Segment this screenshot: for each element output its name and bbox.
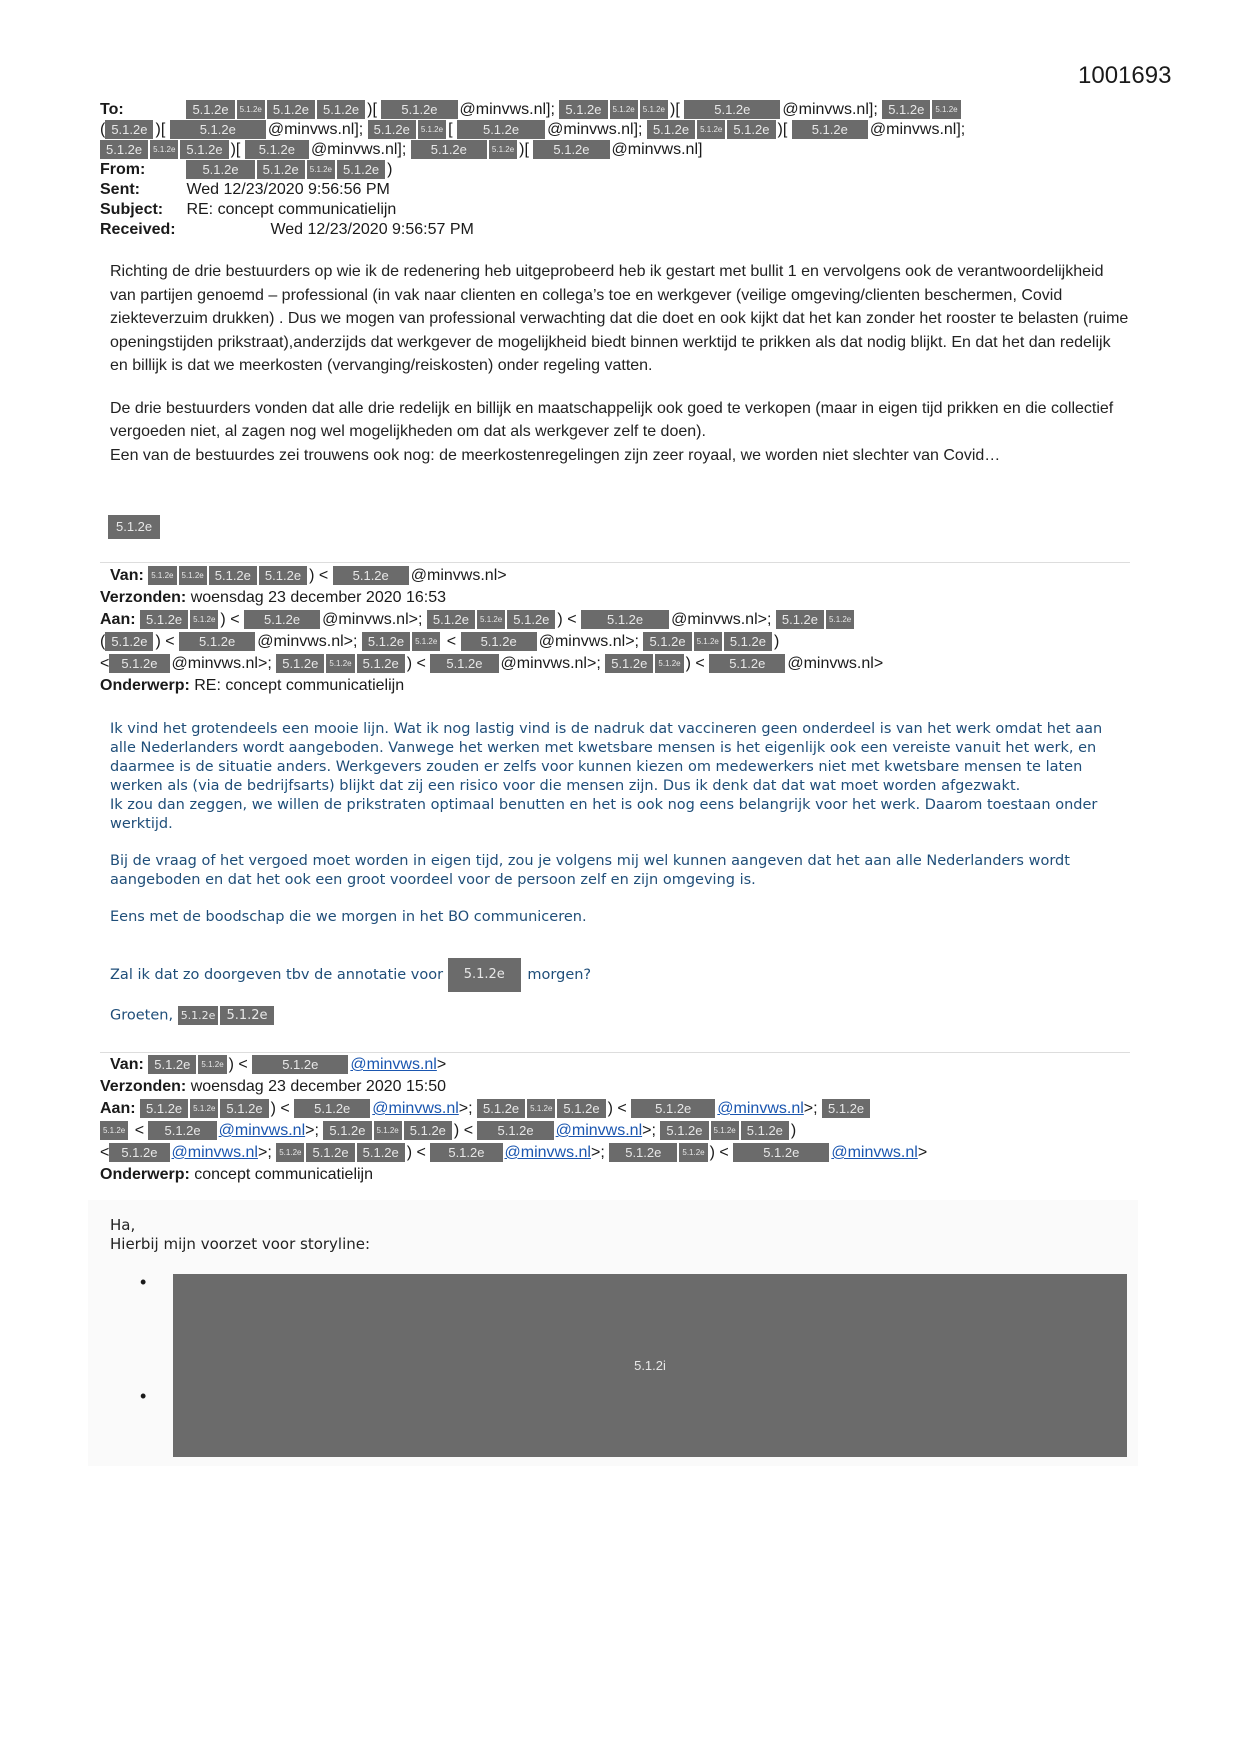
redaction: 5.1.2e — [306, 1143, 354, 1162]
redaction: 5.1.2e — [267, 100, 315, 119]
m2-paragraph: Ik vind het grotendeels een mooie lijn. Wat ik nog lastig vind is de nadruk dat vaccineren geen onderdeel is van het werk omdat het aan alle Nederlanders wordt aangeboden. Vanwege het werken met kwetsbare mensen is het eigenlijk ook een vereiste vanuit het werk, en daarmee is de situatie anders. Werkgevers zouden er zelfs voor kunnen kiezen om medewerkers niet met kwetsbare mensen te laten werken als (via de bedrijfsarts) blijkt dat zij een risico voor die mensen zijn. Dus ik denk dat dat wat moet worden afgezwakt. — [110, 721, 1103, 794]
email-domain: @minvws.nl> — [500, 655, 597, 672]
m3-onderwerp-label: Onderwerp: — [100, 1166, 190, 1183]
email-link[interactable]: @minvws.nl — [218, 1122, 306, 1139]
redaction: 5.1.2e — [368, 120, 416, 139]
email-domain: @minvws.nl] — [782, 101, 874, 118]
m3-aan-line-3: < 5.1.2e @minvws.nl>; 5.1.2e 5.1.2e 5.1.2e ) < 5.1.2e @minvws.nl>; 5.1.2e 5.1.2e ) < 5.1.2e @minvws.nl> — [100, 1144, 928, 1161]
redaction: 5.1.2e — [418, 120, 446, 139]
redaction: 5.1.2e — [697, 120, 725, 139]
received-value: Wed 12/23/2020 9:56:57 PM — [270, 221, 474, 238]
redaction: 5.1.2e — [684, 100, 780, 119]
email-domain: @minvws.nl] — [459, 101, 551, 118]
email-domain: @minvws.nl] — [310, 141, 402, 158]
redaction: 5.1.2e — [733, 1143, 829, 1162]
m2-paragraph: Zal ik dat zo doorgeven tbv de annotatie voor — [110, 967, 444, 983]
redaction: 5.1.2e — [180, 140, 228, 159]
email-link[interactable]: @minvws.nl — [350, 1056, 437, 1073]
redaction: 5.1.2e — [109, 654, 169, 673]
redaction: 5.1.2e — [581, 610, 669, 629]
m2-onderwerp-label: Onderwerp: — [100, 677, 190, 694]
redaction: 5.1.2e — [631, 1099, 715, 1118]
redaction: 5.1.2e — [477, 1099, 525, 1118]
redaction: 5.1.2e — [209, 566, 257, 585]
redaction: 5.1.2e — [461, 632, 537, 651]
to-label: To: — [100, 101, 124, 118]
m2-verzonden-value: woensdag 23 december 2020 16:53 — [190, 589, 446, 606]
redaction: 5.1.2e — [643, 632, 691, 651]
email-link[interactable]: @minvws.nl — [831, 1144, 918, 1161]
redaction: 5.1.2e — [148, 1121, 216, 1140]
redaction: 5.1.2e — [381, 100, 457, 119]
email-link[interactable]: @minvws.nl — [504, 1144, 591, 1161]
m3-van-line: Van: 5.1.2e 5.1.2e ) < 5.1.2e @minvws.nl> — [110, 1056, 447, 1073]
redaction: 5.1.2e — [557, 1099, 605, 1118]
email-link[interactable]: @minvws.nl — [171, 1144, 258, 1161]
redaction: 5.1.2e — [457, 120, 545, 139]
redaction: 5.1.2e — [776, 610, 824, 629]
redaction: 5.1.2e — [711, 1121, 739, 1140]
redaction: 5.1.2e — [337, 160, 385, 179]
redaction: 5.1.2e — [709, 654, 785, 673]
m2-paragraph: morgen? — [527, 967, 592, 983]
redaction: 5.1.2e — [477, 1121, 553, 1140]
redaction: 5.1.2e — [108, 515, 160, 539]
redaction: 5.1.2e — [727, 120, 775, 139]
email-domain: @minvws.nl> — [410, 567, 507, 584]
sent-value: Wed 12/23/2020 9:56:56 PM — [186, 181, 390, 198]
redaction: 5.1.2e — [198, 1055, 226, 1074]
redaction: 5.1.2e — [411, 140, 487, 159]
m2-van-label: Van: — [110, 567, 144, 584]
email-link[interactable]: @minvws.nl — [372, 1100, 459, 1117]
email-domain: @minvws.nl> — [671, 611, 767, 628]
redaction: 5.1.2e — [826, 610, 854, 629]
m3-greeting: Ha, — [110, 1216, 136, 1234]
redaction: 5.1.2e — [179, 566, 207, 585]
m2-paragraph: Ik zou dan zeggen, we willen de prikstraten optimaal benutten en het is ook nog eens belangrijk voor het werk. Daarom toestaan onder werktijd. — [110, 797, 1098, 832]
redaction: 5.1.2e — [362, 632, 410, 651]
email-domain: @minvws.nl> — [787, 655, 884, 672]
redaction: 5.1.2e — [326, 654, 354, 673]
email-domain: @minvws.nl> — [257, 633, 354, 650]
redaction: 5.1.2e — [694, 632, 722, 651]
redaction: 5.1.2e — [605, 654, 653, 673]
redaction: 5.1.2e — [105, 120, 153, 139]
redaction: 5.1.2e — [357, 654, 405, 673]
redaction: 5.1.2e — [276, 1143, 304, 1162]
redaction: 5.1.2e — [427, 610, 475, 629]
redaction: 5.1.2e — [430, 1143, 502, 1162]
email-domain: @minvws.nl] — [869, 121, 961, 138]
redaction: 5.1.2e — [220, 1099, 268, 1118]
redaction: 5.1.2e — [109, 1143, 169, 1162]
redaction: 5.1.2e — [307, 160, 335, 179]
bullet-icon: • — [140, 1272, 147, 1292]
redaction: 5.1.2e — [170, 120, 266, 139]
redaction: 5.1.2e — [179, 632, 255, 651]
message1-body — [110, 260, 1130, 486]
redaction: 5.1.2e — [448, 958, 521, 992]
redaction: 5.1.2e — [404, 1121, 452, 1140]
redaction: 5.1.2e — [148, 1055, 196, 1074]
redaction: 5.1.2e — [533, 140, 609, 159]
redaction: 5.1.2e — [357, 1143, 405, 1162]
to-line-3: 5.1.2e 5.1.2e 5.1.2e )[ 5.1.2e @minvws.nl]; 5.1.2e 5.1.2e )[ 5.1.2e @minvws.nl] — [100, 140, 702, 160]
email-domain: @minvws.nl] — [267, 121, 359, 138]
redaction: 5.1.2e — [412, 632, 440, 651]
redaction: 5.1.2e — [100, 1121, 128, 1140]
redaction: 5.1.2e — [527, 1099, 555, 1118]
m2-verzonden-label: Verzonden: — [100, 589, 187, 606]
subject-label: Subject: — [100, 201, 164, 218]
m2-paragraph: Eens met de boodschap die we morgen in het BO communiceren. — [110, 909, 587, 925]
from-line: From: 5.1.2e 5.1.2e 5.1.2e 5.1.2e ) — [100, 161, 393, 178]
redaction: 5.1.2e — [932, 100, 960, 119]
m2-verzonden-line — [100, 588, 446, 608]
m2-aan-line-2: ( 5.1.2e ) < 5.1.2e @minvws.nl>; 5.1.2e 5.1.2e < 5.1.2e @minvws.nl>; 5.1.2e 5.1.2e 5.1.2e ) — [100, 633, 780, 650]
m2-greeting — [110, 1006, 276, 1025]
redaction: 5.1.2e — [257, 160, 305, 179]
subject-value: RE: concept communicatielijn — [186, 201, 397, 218]
m3-verzonden-value: woensdag 23 december 2020 15:50 — [190, 1078, 446, 1095]
redaction: 5.1.2e — [245, 140, 309, 159]
redaction: 5.1.2e — [178, 1006, 219, 1025]
email-domain: @minvws.nl] — [547, 121, 639, 138]
redacted-storyline: 5.1.2i — [173, 1274, 1127, 1457]
redaction: 5.1.2e — [294, 1099, 370, 1118]
redaction: 5.1.2e — [237, 100, 265, 119]
document-number: 1001693 — [1078, 62, 1172, 89]
redaction: 5.1.2e — [252, 1055, 348, 1074]
message3-body — [110, 1216, 370, 1254]
message1-paragraph: Richting de drie bestuurders op wie ik de redenering heb uitgeprobeerd heb ik gestart met bullit 1 en vervolgens ook de verantwoordelijkheid van partijen genoemd – professional (in vak naar clienten en collega’s toe en werkgever (veilige omgeving/clienten beschermen, Covid ziekteverzuim drukken) . Dus we mogen van professional verwachting dat die doet en ook kijkt dat het kan zonder het rooster te belasten (ruime openingstijden prikstraat),anderzijds dat werkgever de mogelijkheid biedt binnen werktijd te prikken als dat nodig blijkt. En dat het dan redelijk en billijk is dat we meerkosten (vervanging/reiskosten) onder regeling vatten. — [110, 263, 1129, 374]
redaction: 5.1.2e — [259, 566, 307, 585]
m3-aan-line-2: 5.1.2e < 5.1.2e @minvws.nl>; 5.1.2e 5.1.2e 5.1.2e ) < 5.1.2e @minvws.nl>; 5.1.2e 5.1.2e 5.1.2e ) — [100, 1121, 796, 1141]
message1-paragraph: De drie bestuurders vonden dat alle drie redelijk en billijk en maatschappelijk ook goed te verkopen (maar in eigen tijd prikken en die collectief vergoeden niet, al zagen nog wel mogelijkheden om dat als werkgever zelf te doen). — [110, 399, 1114, 440]
redaction: 5.1.2e — [655, 654, 683, 673]
email-domain: @minvws.nl] — [611, 141, 703, 158]
redaction: 5.1.2e — [792, 120, 868, 139]
m3-verzonden-line — [100, 1077, 446, 1097]
redaction: 5.1.2e — [507, 610, 555, 629]
to-line: To: 5.1.2e 5.1.2e 5.1.2e 5.1.2e )[ 5.1.2e @minvws.nl]; 5.1.2e 5.1.2e 5.1.2e )[ 5.1.2e @minvws.nl]; 5.1.2e 5.1.2e — [100, 100, 963, 120]
separator — [100, 562, 1130, 563]
redaction: 5.1.2e — [647, 120, 695, 139]
m2-aan-label: Aan: — [100, 611, 136, 628]
redaction: 5.1.2e — [660, 1121, 708, 1140]
redaction: 5.1.2e — [140, 610, 188, 629]
sent-line — [100, 180, 390, 200]
email-domain: @minvws.nl> — [171, 655, 268, 672]
redaction: 5.1.2e — [741, 1121, 789, 1140]
subject-line — [100, 200, 396, 220]
bullet-icon: • — [140, 1386, 147, 1406]
m3-onderwerp-value: concept communicatielijn — [194, 1166, 373, 1183]
m2-paragraph: Bij de vraag of het vergoed moet worden in eigen tijd, zou je volgens mij wel kunnen aangeven dat het aan alle Nederlanders wordt aangeboden en dat het ook een groot voordeel voor de persoon zelf en zijn omgeving is. — [110, 853, 1070, 888]
redaction: 5.1.2e — [679, 1143, 707, 1162]
redaction: 5.1.2e — [323, 1121, 371, 1140]
redaction: 5.1.2e — [140, 1099, 188, 1118]
redaction: 5.1.2e — [190, 1099, 218, 1118]
redaction: 5.1.2e — [374, 1121, 402, 1140]
m3-aan-line: Aan: 5.1.2e 5.1.2e 5.1.2e ) < 5.1.2e @minvws.nl>; 5.1.2e 5.1.2e 5.1.2e ) < 5.1.2e @minvws.nl>; 5.1.2e — [100, 1099, 872, 1119]
redaction: 5.1.2e — [276, 654, 324, 673]
redaction: 5.1.2e — [333, 566, 409, 585]
m2-annotation-line — [110, 958, 591, 992]
m2-onderwerp-value: RE: concept communicatielijn — [194, 677, 405, 694]
sent-label: Sent: — [100, 181, 140, 198]
m3-verzonden-label: Verzonden: — [100, 1078, 187, 1095]
email-domain: @minvws.nl> — [538, 633, 635, 650]
redaction: 5.1.2e — [489, 140, 517, 159]
email-link[interactable]: @minvws.nl — [717, 1100, 804, 1117]
redaction: 5.1.2e — [220, 1006, 273, 1025]
message1-paragraph: Een van de bestuurdes zei trouwens ook nog: de meerkostenregelingen zijn zeer royaal, we worden niet slechter van Covid… — [110, 446, 1001, 464]
m3-van-label: Van: — [110, 1056, 144, 1073]
m2-greeting-text: Groeten, — [110, 1007, 174, 1024]
redaction: 5.1.2e — [148, 566, 176, 585]
redaction: 5.1.2e — [559, 100, 607, 119]
redaction: 5.1.2e — [640, 100, 668, 119]
redaction: 5.1.2e — [610, 100, 638, 119]
email-domain: @minvws.nl> — [322, 611, 418, 628]
from-label: From: — [100, 161, 146, 178]
redaction: 5.1.2e — [822, 1099, 870, 1118]
message1-signature — [108, 515, 162, 539]
redaction: 5.1.2e — [190, 610, 218, 629]
redaction: 5.1.2e — [317, 100, 365, 119]
redaction: 5.1.2e — [186, 160, 254, 179]
m2-aan-line: Aan: 5.1.2e 5.1.2e ) < 5.1.2e @minvws.nl>; 5.1.2e 5.1.2e 5.1.2e ) < 5.1.2e @minvws.nl>; 5.1.2e 5.1.2e — [100, 610, 856, 630]
redaction: 5.1.2e — [609, 1143, 677, 1162]
received-label: Received: — [100, 221, 176, 238]
m3-onderwerp-line — [100, 1165, 373, 1185]
redaction: 5.1.2e — [244, 610, 320, 629]
m2-aan-line-3: < 5.1.2e @minvws.nl>; 5.1.2e 5.1.2e 5.1.2e ) < 5.1.2e @minvws.nl>; 5.1.2e 5.1.2e ) < 5.1.2e @minvws.nl> — [100, 655, 884, 672]
email-link[interactable]: @minvws.nl — [555, 1122, 643, 1139]
to-line-2: ( 5.1.2e )[ 5.1.2e @minvws.nl]; 5.1.2e 5.1.2e [ 5.1.2e @minvws.nl]; 5.1.2e 5.1.2e 5.1.2e )[ 5.1.2e @minvws.nl]; — [100, 121, 966, 138]
message2-body — [110, 720, 1130, 945]
m2-van-line: Van: 5.1.2e 5.1.2e 5.1.2e 5.1.2e ) < 5.1.2e @minvws.nl> — [110, 567, 507, 584]
redaction: 5.1.2e — [430, 654, 498, 673]
m3-intro: Hierbij mijn voorzet voor storyline: — [110, 1235, 371, 1253]
redaction: 5.1.2e — [882, 100, 930, 119]
redaction: 5.1.2e — [186, 100, 234, 119]
m2-onderwerp-line — [100, 676, 404, 696]
redaction: 5.1.2e — [100, 140, 148, 159]
redaction: 5.1.2e — [150, 140, 178, 159]
received-line — [100, 220, 474, 240]
m3-aan-label: Aan: — [100, 1100, 136, 1117]
redaction: 5.1.2e — [477, 610, 505, 629]
redaction: 5.1.2e — [724, 632, 772, 651]
redaction: 5.1.2e — [105, 632, 153, 651]
separator — [100, 1052, 1130, 1053]
